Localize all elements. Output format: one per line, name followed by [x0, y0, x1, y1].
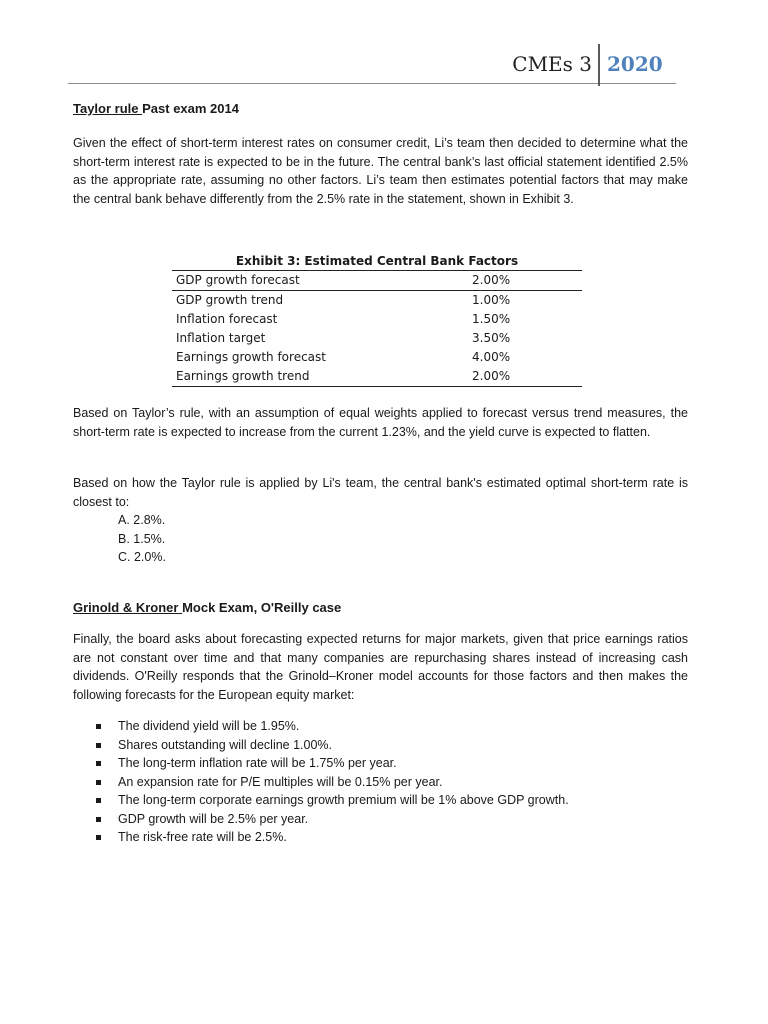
- bullet-icon: [96, 761, 101, 766]
- exhibit-title: Exhibit 3: Estimated Central Bank Factors: [235, 254, 519, 268]
- exhibit-table: [172, 252, 582, 387]
- row-value: 3.50%: [472, 331, 511, 345]
- bullet-icon: [96, 817, 101, 822]
- section1-paragraph-2: Based on Taylor’s rule, with an assumption of equal weights applied to forecast versus trend measures, the short-term rate is expected to increase from the current 1.23%, and the yield curve is expected to flatten.: [73, 406, 688, 439]
- section2-heading: [73, 600, 688, 615]
- row-label: GDP growth trend: [176, 293, 284, 307]
- table-row: [172, 310, 582, 329]
- page-header: [68, 40, 676, 84]
- list-item-text: An expansion rate for P/E multiples will be 0.15% per year.: [118, 774, 443, 789]
- list-item: [73, 736, 688, 755]
- table-row: [172, 329, 582, 348]
- list-item: [73, 717, 688, 736]
- row-label: GDP growth forecast: [176, 273, 300, 287]
- table-row: [172, 348, 582, 367]
- table-row: [172, 291, 582, 310]
- list-item: [73, 773, 688, 792]
- section2-heading-underlined: Grinold & Kroner: [73, 600, 183, 615]
- list-item-text: The risk-free rate will be 2.5%.: [118, 830, 287, 844]
- section2-intro: Finally, the board asks about forecasting expected returns for major markets, given that price earnings ratios are not constant over time and that many companies are repurchasing shares instead of increasing cash dividends. O'Reilly responds that the Grinold–Kroner model accounts for those factors and then makes the following forecasts for the European equity market:: [73, 632, 688, 702]
- option-c: C. 2.0%.: [118, 550, 166, 564]
- bullet-icon: [96, 835, 101, 840]
- list-item-text: The long-term inflation rate will be 1.75% per year.: [118, 756, 397, 770]
- answer-options: [73, 511, 688, 567]
- row-value: 4.00%: [472, 350, 511, 364]
- row-value: 2.00%: [472, 369, 511, 383]
- bullet-icon: [96, 724, 101, 729]
- bullet-icon: [96, 780, 101, 785]
- list-item-text: GDP growth will be 2.5% per year.: [118, 811, 309, 826]
- list-item: [73, 791, 688, 810]
- bullet-icon: [96, 743, 101, 748]
- row-value: 1.00%: [472, 293, 511, 307]
- section1-question: Based on how the Taylor rule is applied by Li's team, the central bank's estimated optimal short-term rate is closest to:: [73, 476, 688, 509]
- header-title: CMEs 3: [512, 52, 592, 76]
- row-value: 1.50%: [472, 312, 511, 326]
- option-a: A. 2.8%.: [118, 513, 166, 527]
- section1-heading-underlined: Taylor rule: [73, 101, 143, 116]
- section1-heading-rest: Past exam 2014: [142, 101, 239, 116]
- header-divider: [598, 44, 600, 86]
- list-item: [73, 754, 688, 773]
- row-label: Earnings growth forecast: [176, 350, 326, 364]
- row-value: 2.00%: [472, 273, 511, 287]
- row-label: Earnings growth trend: [176, 369, 310, 383]
- list-item-text: Shares outstanding will decline 1.00%.: [118, 737, 333, 752]
- list-item: [73, 810, 688, 829]
- row-label: Inflation forecast: [176, 312, 278, 326]
- row-label: Inflation target: [176, 331, 266, 345]
- table-row: [172, 270, 582, 291]
- header-year: 2020: [607, 52, 663, 76]
- bullet-icon: [96, 798, 101, 803]
- section2-heading-rest: Mock Exam, O'Reilly case: [182, 600, 342, 615]
- table-row: [172, 367, 582, 387]
- list-item: [73, 828, 688, 847]
- section1-intro: Given the effect of short-term interest rates on consumer credit, Li’s team then decided to determine what the short-term interest rate is expected to be in the future. The central bank’s last official statement identified 2.5% as the appropriate rate, assuming no other factors. Li’s team then estimates potential factors that may make the central bank behave differently from the 2.5% rate in the statement, shown in Exhibit 3.: [73, 136, 688, 206]
- list-item-text: The long-term corporate earnings growth premium will be 1% above GDP growth.: [118, 793, 569, 807]
- list-item-text: The dividend yield will be 1.95%.: [118, 719, 300, 733]
- forecast-list: [73, 717, 688, 847]
- section1-heading: [73, 101, 688, 116]
- option-b: B. 1.5%.: [118, 531, 166, 546]
